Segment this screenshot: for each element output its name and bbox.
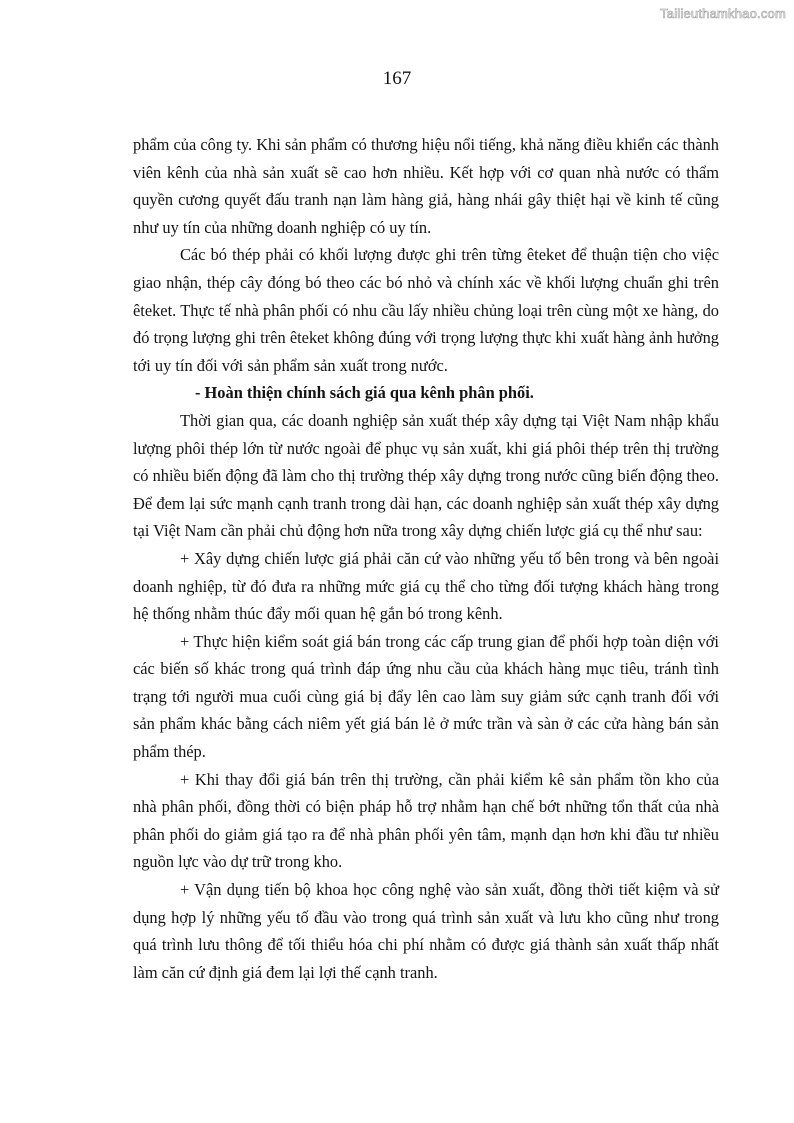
paragraph-pricing-strategy: + Xây dựng chiến lược giá phải căn cứ vào những yếu tố bên trong và bên ngoài doanh nghiệp, từ đó đưa ra những mức giá cụ thể cho từng đối tượng khách hàng trong hệ thống nhằm thúc đẩy mối quan hệ gắn bó trong kênh. xyxy=(133,548,719,624)
watermark-text: Tailieuthamkhao.com xyxy=(660,6,786,21)
paragraph-pricing-context: Thời gian qua, các doanh nghiệp sản xuất thép xây dựng tại Việt Nam nhập khẩu lượng phôi thép lớn từ nước ngoài để phục vụ sản xuất, khi giá phôi thép trên thị trường có nhiều biến động đã làm cho thị trường thép xây dựng trong nước cũng biến động theo. Để đem lại sức mạnh cạnh tranh trong dài hạn, các doanh nghiệp sản xuất thép xây dựng tại Việt Nam cần phải chủ động hơn nữa trong xây dựng chiến lược giá cụ thể như sau: xyxy=(133,410,719,541)
paragraph-technology-cost: + Vận dụng tiến bộ khoa học công nghệ vào sản xuất, đồng thời tiết kiệm và sử dụng hợp lý những yếu tố đầu vào trong quá trình sản xuất và lưu kho cũng như trong quá trình lưu thông để tối thiểu hóa chi phí nhằm có được giá thành sản xuất thấp nhất làm căn cứ định giá đem lại lợi thế cạnh tranh. xyxy=(133,880,719,982)
paragraph-continuation: phẩm của công ty. Khi sản phẩm có thương hiệu nổi tiếng, khả năng điều khiển các thành viên kênh của nhà sản xuất sẽ cao hơn nhiều. Kết hợp với cơ quan nhà nước có thẩm quyền cương quyết đấu tranh nạn làm hàng giả, hàng nhái gây thiệt hại về kinh tế cũng như uy tín của những doanh nghiệp có uy tín. xyxy=(133,135,719,237)
paragraph-price-change-inventory: + Khi thay đổi giá bán trên thị trường, cần phải kiểm kê sản phẩm tồn kho của nhà phân phối, đồng thời có biện pháp hỗ trợ nhằm hạn chế bớt những tổn thất của nhà phân phối do giảm giá tạo ra để nhà phân phối yên tâm, mạnh dạn hơn khi đầu tư nhiều nguồn lực vào dự trữ trong kho. xyxy=(133,769,719,872)
section-heading-pricing-policy: - Hoàn thiện chính sách giá qua kênh phân phối. xyxy=(195,383,534,403)
paragraph-steel-bundles: Các bó thép phải có khối lượng được ghi trên từng êteket để thuận tiện cho việc giao nhận, thép cây đóng bó theo các bó nhỏ và chính xác về khối lượng chuẩn ghi trên êteket. Thực tế nhà phân phối có nhu cầu lấy nhiều chủng loại trên cùng một xe hàng, do đó trọng lượng ghi trên êteket không đúng với trọng lượng thực khi xuất hàng ảnh hưởng tới uy tín đối với sản phẩm sản xuất trong nước. xyxy=(133,245,719,375)
page-body xyxy=(133,131,719,986)
paragraph-price-control: + Thực hiện kiểm soát giá bán trong các cấp trung gian để phối hợp toàn diện với các biến số khác trong quá trình đáp ứng nhu cầu của khách hàng mục tiêu, tránh tình trạng tới người mua cuối cùng giá bị đẩy lên cao làm suy giảm sức cạnh tranh đối với sản phẩm khác bằng cách niêm yết giá bán lẻ ở mức trần và sàn ở các cửa hàng bán sản phẩm thép. xyxy=(133,631,719,762)
page-number: 167 xyxy=(382,68,412,89)
